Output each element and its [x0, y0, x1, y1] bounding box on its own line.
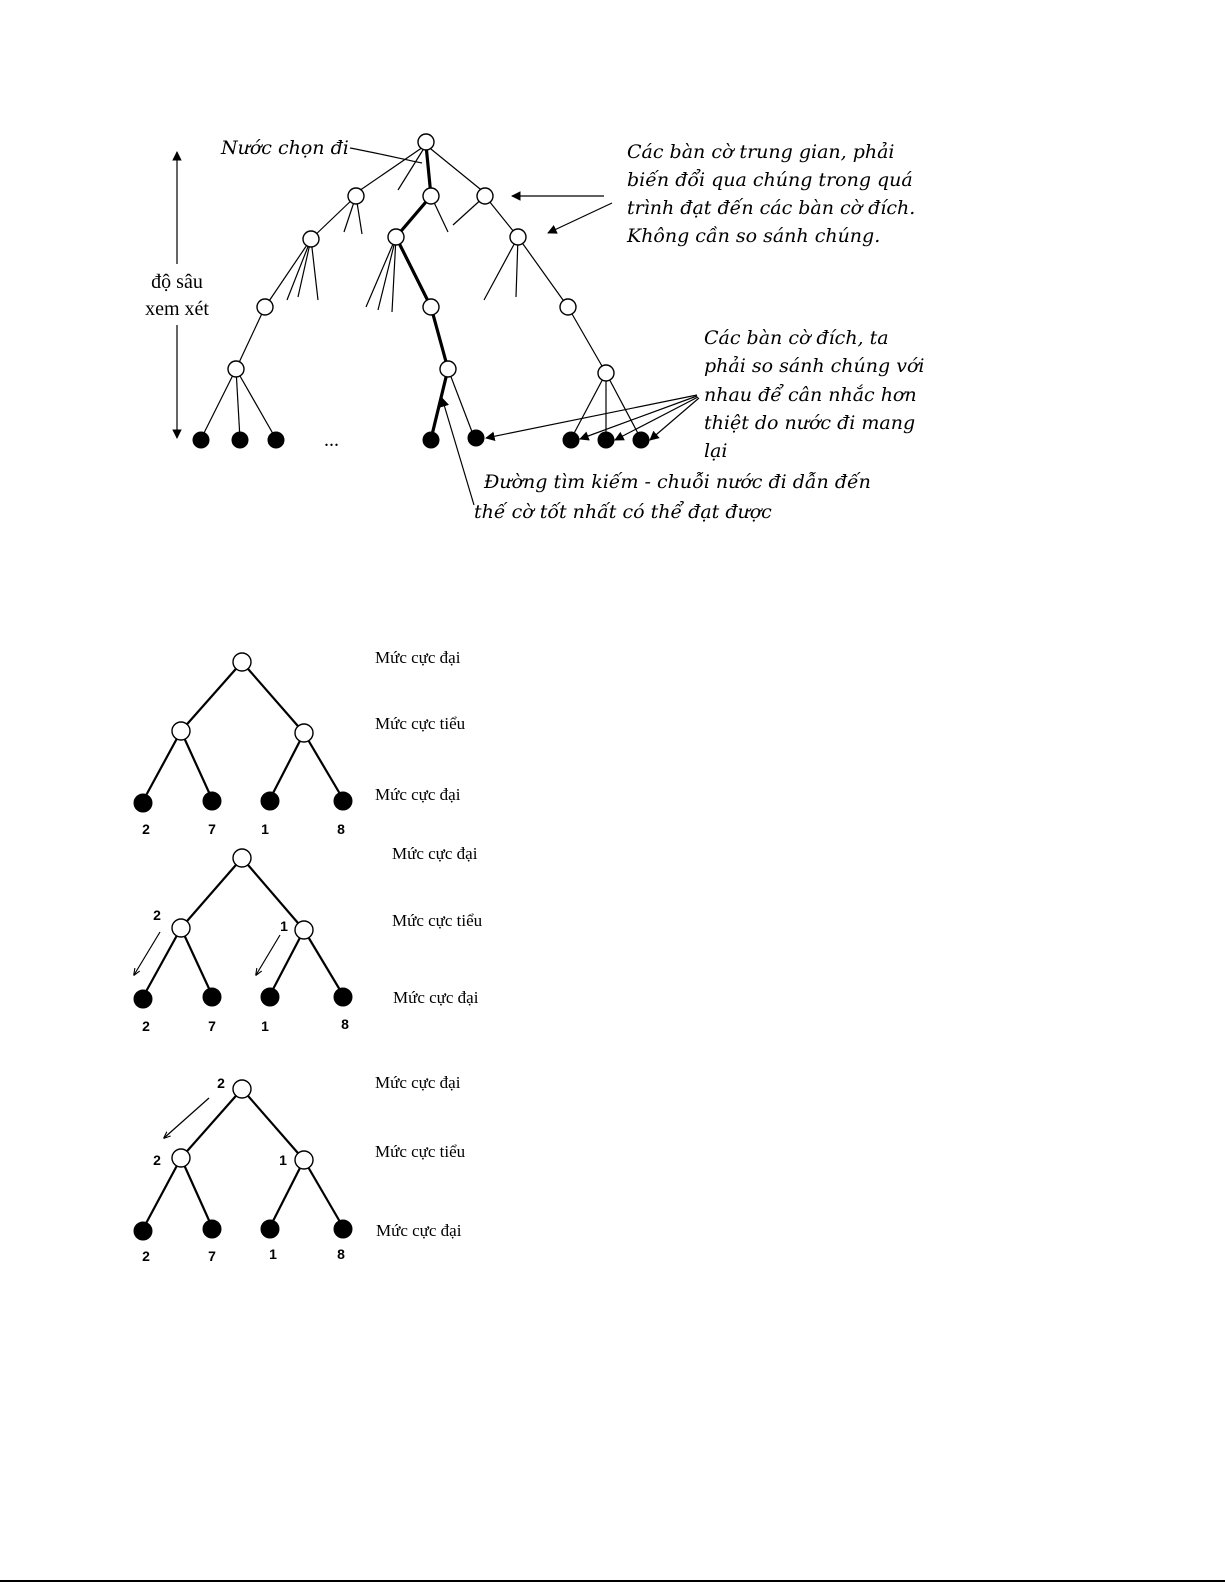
goal-node	[563, 432, 579, 448]
tree-node	[228, 361, 244, 377]
min-node	[172, 1149, 190, 1167]
min-node-value: 2	[153, 1152, 161, 1168]
leaf-value: 8	[337, 1246, 345, 1262]
minimax-tree-2	[134, 844, 483, 1034]
leaf-node	[334, 1220, 352, 1238]
tree-node	[423, 188, 439, 204]
leaf-node	[203, 988, 221, 1006]
leaf-value: 8	[341, 1016, 349, 1032]
tree-node	[560, 299, 576, 315]
leaf-node	[334, 988, 352, 1006]
tree-node	[440, 361, 456, 377]
best-path	[396, 145, 448, 439]
annotation-line: Không cần so sánh chúng.	[627, 225, 881, 247]
level-label: Mức cực đại	[375, 648, 461, 667]
level-label: Mức cực tiểu	[375, 714, 466, 733]
goal-node	[468, 430, 484, 446]
leaf-value: 2	[142, 821, 150, 837]
annotation-line: phải so sánh chúng với	[704, 355, 925, 377]
goal-node	[268, 432, 284, 448]
level-label: Mức cực đại	[376, 1221, 462, 1240]
level-label: Mức cực đại	[375, 1073, 461, 1092]
min-node	[295, 1151, 313, 1169]
ellipsis-text: ...	[324, 429, 339, 451]
leaf-node	[203, 1220, 221, 1238]
tree-node	[257, 299, 273, 315]
annotation-line: Đường tìm kiếm - chuỗi nước đi dẫn đến	[484, 471, 871, 493]
leaf-value: 1	[261, 1018, 269, 1034]
chosen-move-label: Nước chọn đi	[221, 137, 349, 159]
tree-node	[510, 229, 526, 245]
annotation-line: Các bàn cờ đích, ta	[704, 327, 889, 349]
annotation-line: biến đổi qua chúng trong quá	[627, 169, 913, 191]
tree-node	[477, 188, 493, 204]
tree-node	[388, 229, 404, 245]
min-node	[295, 724, 313, 742]
annotation-line: lại	[704, 440, 728, 462]
annotation-line: trình đạt đến các bàn cờ đích.	[627, 197, 916, 219]
goal-node	[193, 432, 209, 448]
tree-node	[303, 231, 319, 247]
min-node	[172, 722, 190, 740]
leaf-value: 1	[269, 1246, 277, 1262]
leaf-node	[134, 1222, 152, 1240]
propagate-arrow	[256, 935, 280, 975]
pointer-arrow	[442, 398, 474, 505]
goal-node	[633, 432, 649, 448]
search-tree-diagram	[145, 134, 924, 523]
min-node-value: 1	[280, 918, 288, 934]
leaf-value: 1	[261, 821, 269, 837]
min-node-value: 2	[153, 907, 161, 923]
tree-edges	[201, 145, 641, 439]
max-node	[233, 653, 251, 671]
intermediate-annotation	[512, 141, 915, 247]
leaf-node	[134, 794, 152, 812]
leaf-value: 2	[142, 1248, 150, 1264]
annotation-line: Các bàn cờ trung gian, phải	[627, 141, 895, 163]
annotation-line: nhau để cân nhắc hơn	[704, 384, 917, 406]
level-label: Mức cực tiểu	[392, 911, 483, 930]
leaf-value: 7	[208, 821, 216, 837]
level-label: Mức cực đại	[393, 988, 479, 1007]
tree-node	[348, 188, 364, 204]
propagate-arrow	[134, 932, 160, 975]
pointer-arrow	[548, 203, 612, 233]
max-node	[233, 849, 251, 867]
level-label: Mức cực đại	[392, 844, 478, 863]
min-node-value: 1	[279, 1152, 287, 1168]
leaf-node	[261, 792, 279, 810]
goal-node	[423, 432, 439, 448]
page-bottom-rule	[0, 1580, 1225, 1582]
minimax-tree-1	[134, 648, 466, 837]
intermediate-nodes	[228, 134, 614, 381]
max-node	[233, 1080, 251, 1098]
propagate-arrow	[164, 1098, 209, 1138]
leaf-value: 7	[208, 1018, 216, 1034]
annotation-line: thế cờ tốt nhất có thể đạt được	[474, 501, 772, 523]
leaf-node	[261, 1220, 279, 1238]
level-label: Mức cực tiểu	[375, 1142, 466, 1161]
min-node	[172, 919, 190, 937]
leaf-node	[334, 792, 352, 810]
depth-label-line: xem xét	[145, 298, 209, 320]
leaf-value: 8	[337, 821, 345, 837]
tree-node	[423, 299, 439, 315]
depth-label-line: độ sâu	[151, 271, 203, 293]
goal-annotation	[486, 327, 924, 462]
minimax-tree-3	[134, 1073, 466, 1264]
level-label: Mức cực đại	[375, 785, 461, 804]
min-node	[295, 921, 313, 939]
leaf-node	[203, 792, 221, 810]
leaf-value: 7	[208, 1248, 216, 1264]
annotation-line: thiệt do nước đi mang	[704, 412, 916, 434]
tree-node	[418, 134, 434, 150]
tree-node	[598, 365, 614, 381]
leaf-node	[261, 988, 279, 1006]
root-value: 2	[217, 1075, 225, 1091]
leaf-node	[134, 990, 152, 1008]
goal-node	[232, 432, 248, 448]
goal-node	[598, 432, 614, 448]
leaf-value: 2	[142, 1018, 150, 1034]
